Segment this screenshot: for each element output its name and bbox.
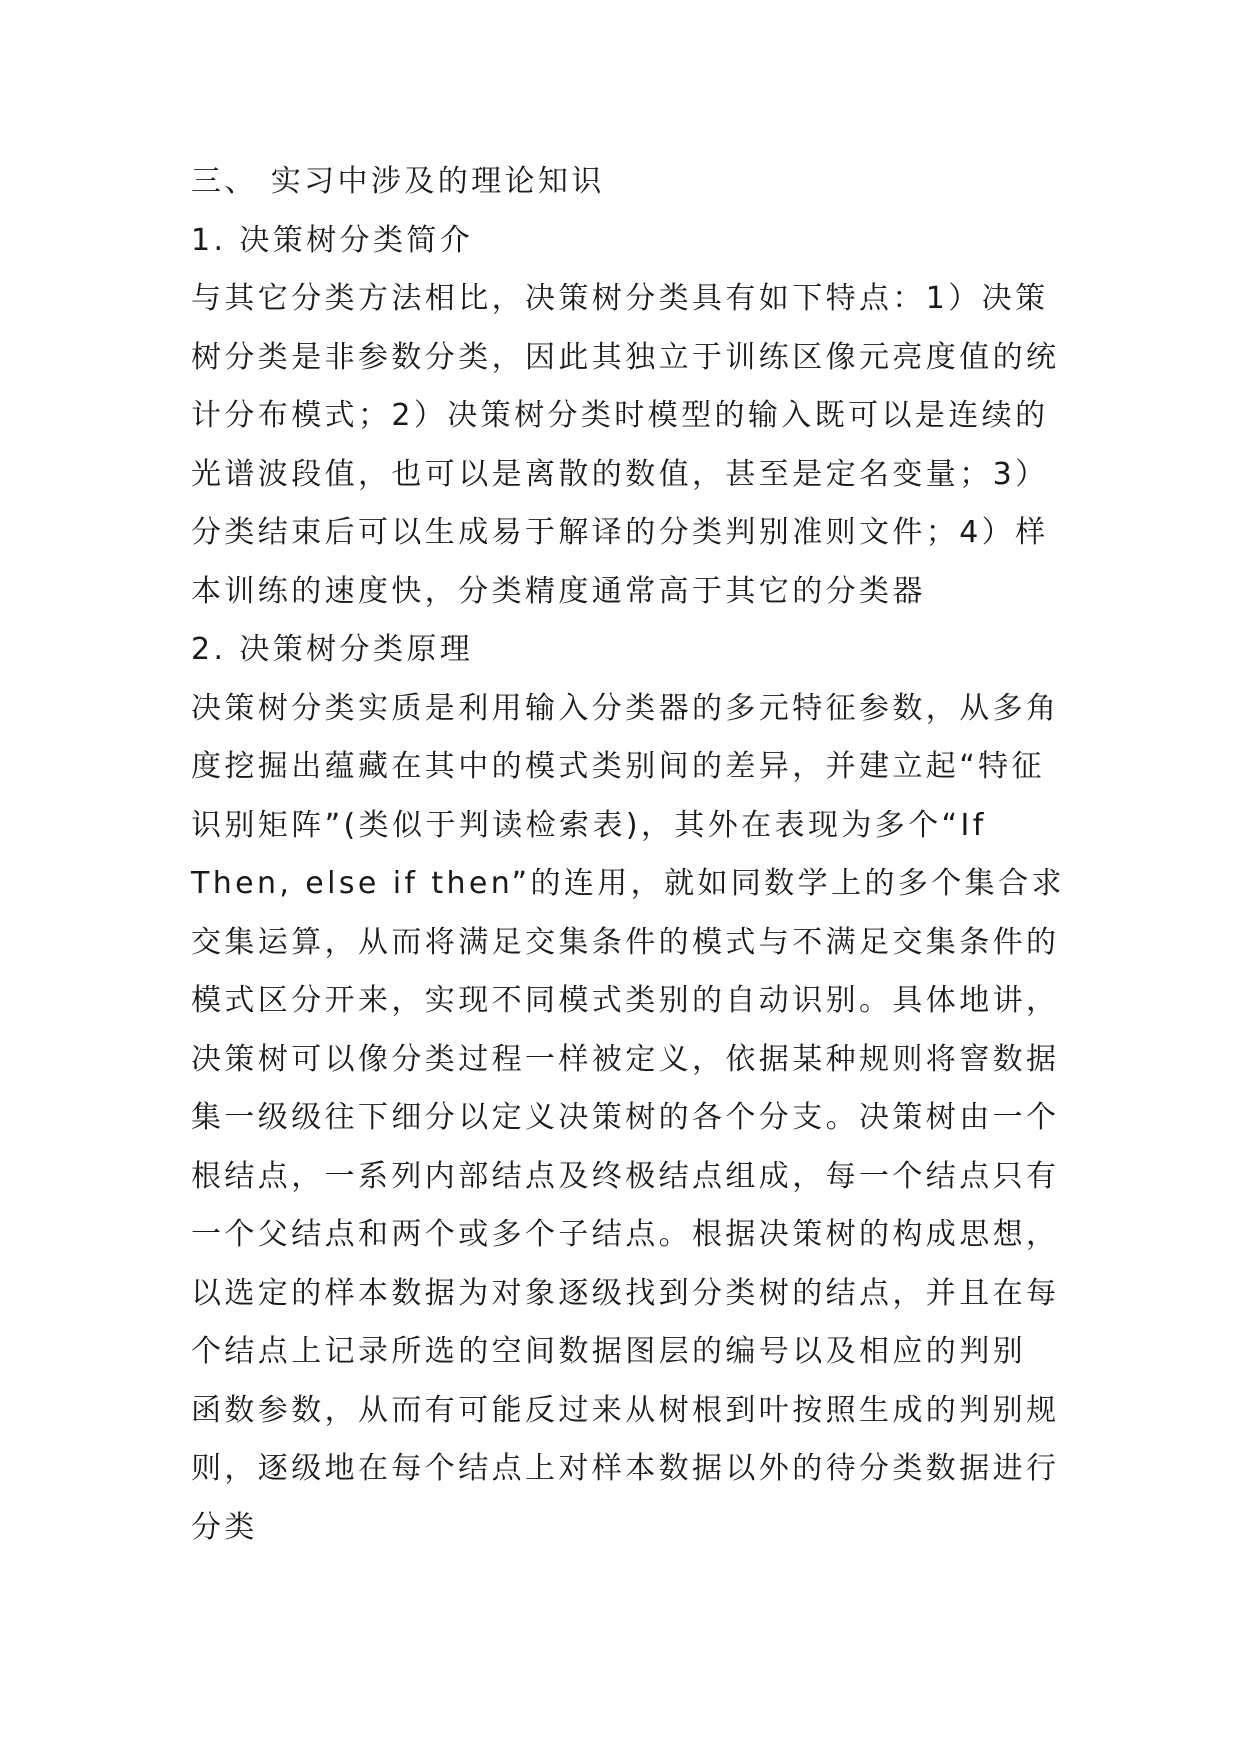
document-body [191,153,1065,1557]
paragraph-line: 模式区分开来，实现不同模式类别的自动识别。具体地讲， [191,983,1060,1018]
paragraph-line: 决策树分类实质是利用输入分类器的多元特征参数，从多角 [191,690,1060,726]
paragraph-line: 与其它分类方法相比，决策树分类具有如下特点：1）决策 [191,281,1049,316]
section-heading: 三、 实习中涉及的理论知识 [191,164,605,199]
paragraph-line: 交集运算，从而将满足交集条件的模式与不满足交集条件的 [191,924,1060,960]
paragraph-line: 以选定的样本数据为对象逐级找到分类树的结点，并且在每 [191,1275,1060,1311]
paragraph-line: 度挖掘出蕴藏在其中的模式类别间的差异，并建立起“特征 [191,749,1045,784]
paragraph-intro [191,270,1061,621]
paragraph-line: 本训练的速度快，分类精度通常高于其它的分类器 [191,573,926,609]
paragraph-line: 树分类是非参数分类，因此其独立于训练区像元亮度值的统 [191,339,1060,375]
paragraph-line: 分类结束后可以生成易于解译的分类判别准则文件；4）样 [191,515,1049,550]
paragraph-line: 决策树可以像分类过程一样被定义，依据某种规则将窨数据 [191,1041,1060,1077]
paragraph-line: Then, else if then”的连用，就如同数学上的多个集合求 [191,866,1065,901]
paragraph-line: 集一级级往下细分以定义决策树的各个分支。决策树由一个 [191,1100,1060,1135]
paragraph-line: 则，逐级地在每个结点上对样本数据以外的待分类数据进行 [191,1451,1060,1486]
paragraph-line: 分类 [191,1509,258,1545]
paragraph-line: 光谱波段值，也可以是离散的数值，甚至是定名变量；3） [191,456,1049,492]
paragraph-principle [191,680,1065,1558]
subsection-heading-principle: 2. 决策树分类原理 [191,632,474,667]
paragraph-line: 个结点上记录所选的空间数据图层的编号以及相应的判别 [191,1334,1026,1369]
paragraph-line: 根结点，一系列内部结点及终极结点组成，每一个结点只有 [191,1158,1060,1194]
subsection-heading-intro: 1. 决策树分类简介 [191,222,474,258]
paragraph-line: 函数参数，从而有可能反过来从树根到叶按照生成的判别规 [191,1392,1060,1428]
paragraph-line: 一个父结点和两个或多个子结点。根据决策树的构成思想， [191,1217,1060,1252]
paragraph-line: 识别矩阵”(类似于判读检索表)，其外在表现为多个“If [191,807,987,843]
paragraph-line: 计分布模式；2）决策树分类时模型的输入既可以是连续的 [191,398,1049,433]
